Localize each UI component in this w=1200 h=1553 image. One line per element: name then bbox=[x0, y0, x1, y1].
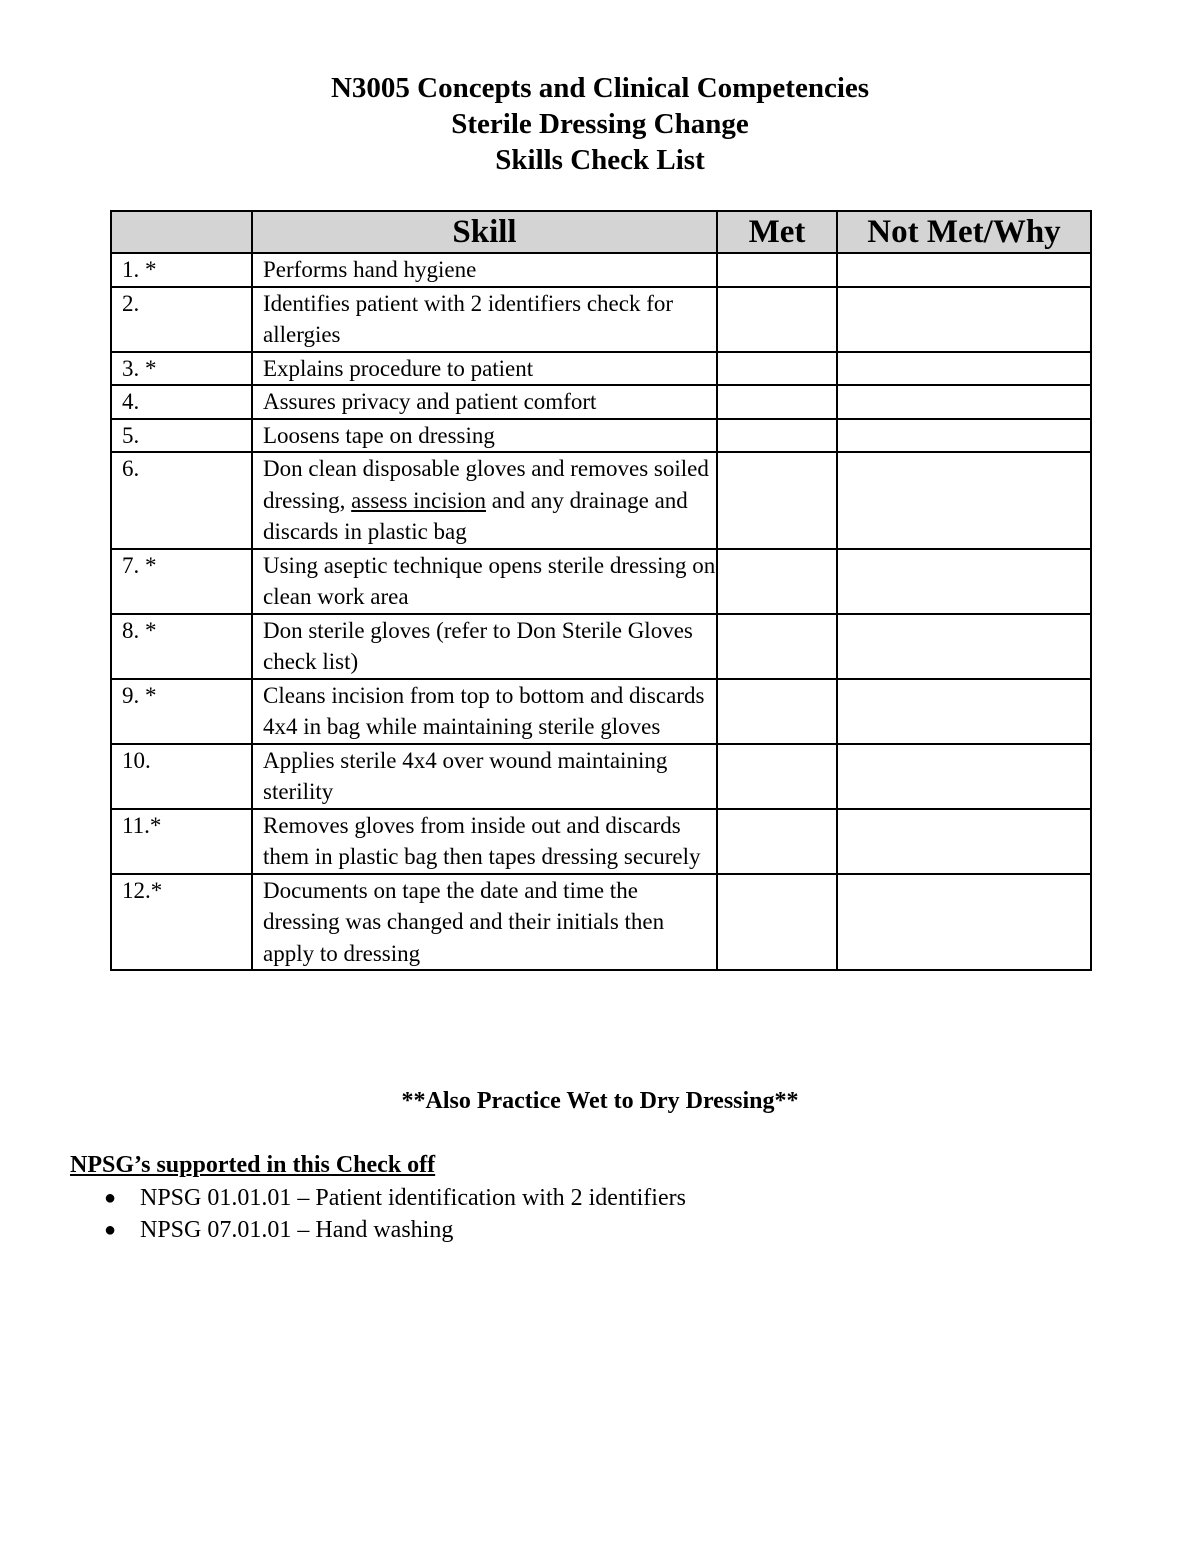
skill-text: Cleans incision from top to bottom and discards 4x4 in bag while maintaining sterile gloves bbox=[252, 679, 717, 744]
skill-text: Removes gloves from inside out and discards them in plastic bag then tapes dressing securely bbox=[252, 809, 717, 874]
table-row bbox=[111, 744, 1091, 809]
list-item bbox=[104, 1214, 686, 1246]
step-number: 7. * bbox=[111, 549, 252, 614]
procedure-title: Sterile Dressing Change bbox=[451, 108, 749, 140]
not-met-why-cell[interactable] bbox=[837, 452, 1091, 549]
met-cell[interactable] bbox=[717, 744, 837, 809]
table-row bbox=[111, 385, 1091, 419]
step-number: 3. * bbox=[111, 352, 252, 386]
met-cell[interactable] bbox=[717, 287, 837, 352]
table-row bbox=[111, 874, 1091, 971]
step-number: 1. * bbox=[111, 253, 252, 287]
met-cell[interactable] bbox=[717, 385, 837, 419]
skill-text: Performs hand hygiene bbox=[252, 253, 717, 287]
skill-text bbox=[252, 452, 717, 549]
not-met-why-cell[interactable] bbox=[837, 419, 1091, 453]
step-number: 5. bbox=[111, 419, 252, 453]
practice-note: **Also Practice Wet to Dry Dressing** bbox=[401, 1088, 799, 1114]
bullet-icon: ● bbox=[104, 1219, 117, 1241]
npsg-list bbox=[70, 1182, 686, 1246]
skill-text: Assures privacy and patient comfort bbox=[252, 385, 717, 419]
skill-text: Identifies patient with 2 identifiers check for allergies bbox=[252, 287, 717, 352]
met-cell[interactable] bbox=[717, 549, 837, 614]
not-met-why-cell[interactable] bbox=[837, 385, 1091, 419]
skill-text: Using aseptic technique opens sterile dressing on clean work area bbox=[252, 549, 717, 614]
skill-text: Documents on tape the date and time the dressing was changed and their initials then apply to dressing bbox=[252, 874, 717, 971]
table-row bbox=[111, 253, 1091, 287]
document-title bbox=[0, 70, 1200, 178]
step-number: 12.* bbox=[111, 874, 252, 971]
skill-text: Explains procedure to patient bbox=[252, 352, 717, 386]
not-met-why-cell[interactable] bbox=[837, 614, 1091, 679]
column-header-skill: Skill bbox=[252, 211, 717, 253]
npsg-item-text: NPSG 07.01.01 – Hand washing bbox=[140, 1217, 454, 1243]
course-title: N3005 Concepts and Clinical Competencies bbox=[330, 72, 870, 104]
skill-text-part: Don clean disposable gloves and removes soiled dressing, bbox=[263, 456, 709, 513]
list-item bbox=[104, 1182, 686, 1214]
bullet-icon: ● bbox=[104, 1187, 117, 1209]
not-met-why-cell[interactable] bbox=[837, 253, 1091, 287]
table-row bbox=[111, 287, 1091, 352]
met-cell[interactable] bbox=[717, 874, 837, 971]
not-met-why-cell[interactable] bbox=[837, 679, 1091, 744]
met-cell[interactable] bbox=[717, 352, 837, 386]
step-number: 9. * bbox=[111, 679, 252, 744]
step-number: 8. * bbox=[111, 614, 252, 679]
met-cell[interactable] bbox=[717, 253, 837, 287]
step-number: 6. bbox=[111, 452, 252, 549]
not-met-why-cell[interactable] bbox=[837, 549, 1091, 614]
met-cell[interactable] bbox=[717, 809, 837, 874]
table-row bbox=[111, 549, 1091, 614]
skill-text: Applies sterile 4x4 over wound maintaining sterility bbox=[252, 744, 717, 809]
skill-text-underlined: assess incision bbox=[351, 487, 486, 513]
table-row bbox=[111, 809, 1091, 874]
table-header-row bbox=[111, 211, 1091, 253]
step-number: 2. bbox=[111, 287, 252, 352]
npsg-item-text: NPSG 01.01.01 – Patient identification with 2 identifiers bbox=[140, 1185, 686, 1211]
table-row bbox=[111, 419, 1091, 453]
column-header-not-met-why: Not Met/Why bbox=[837, 211, 1091, 253]
skill-text-part: and any drainage and discards in plastic bag bbox=[263, 487, 688, 544]
column-header-met: Met bbox=[717, 211, 837, 253]
not-met-why-cell[interactable] bbox=[837, 352, 1091, 386]
table-row bbox=[111, 679, 1091, 744]
table-row bbox=[111, 614, 1091, 679]
npsg-heading: NPSG’s supported in this Check off bbox=[70, 1152, 436, 1178]
step-number: 10. bbox=[111, 744, 252, 809]
table-row bbox=[111, 352, 1091, 386]
met-cell[interactable] bbox=[717, 614, 837, 679]
column-header-number bbox=[111, 211, 252, 253]
skill-text: Loosens tape on dressing bbox=[252, 419, 717, 453]
table-row bbox=[111, 452, 1091, 549]
skill-text: Don sterile gloves (refer to Don Sterile Gloves check list) bbox=[252, 614, 717, 679]
step-number: 4. bbox=[111, 385, 252, 419]
not-met-why-cell[interactable] bbox=[837, 287, 1091, 352]
step-number: 11.* bbox=[111, 809, 252, 874]
not-met-why-cell[interactable] bbox=[837, 874, 1091, 971]
not-met-why-cell[interactable] bbox=[837, 744, 1091, 809]
met-cell[interactable] bbox=[717, 452, 837, 549]
met-cell[interactable] bbox=[717, 419, 837, 453]
skills-checklist-table bbox=[110, 210, 1092, 971]
not-met-why-cell[interactable] bbox=[837, 809, 1091, 874]
checklist-title: Skills Check List bbox=[495, 144, 705, 176]
met-cell[interactable] bbox=[717, 679, 837, 744]
